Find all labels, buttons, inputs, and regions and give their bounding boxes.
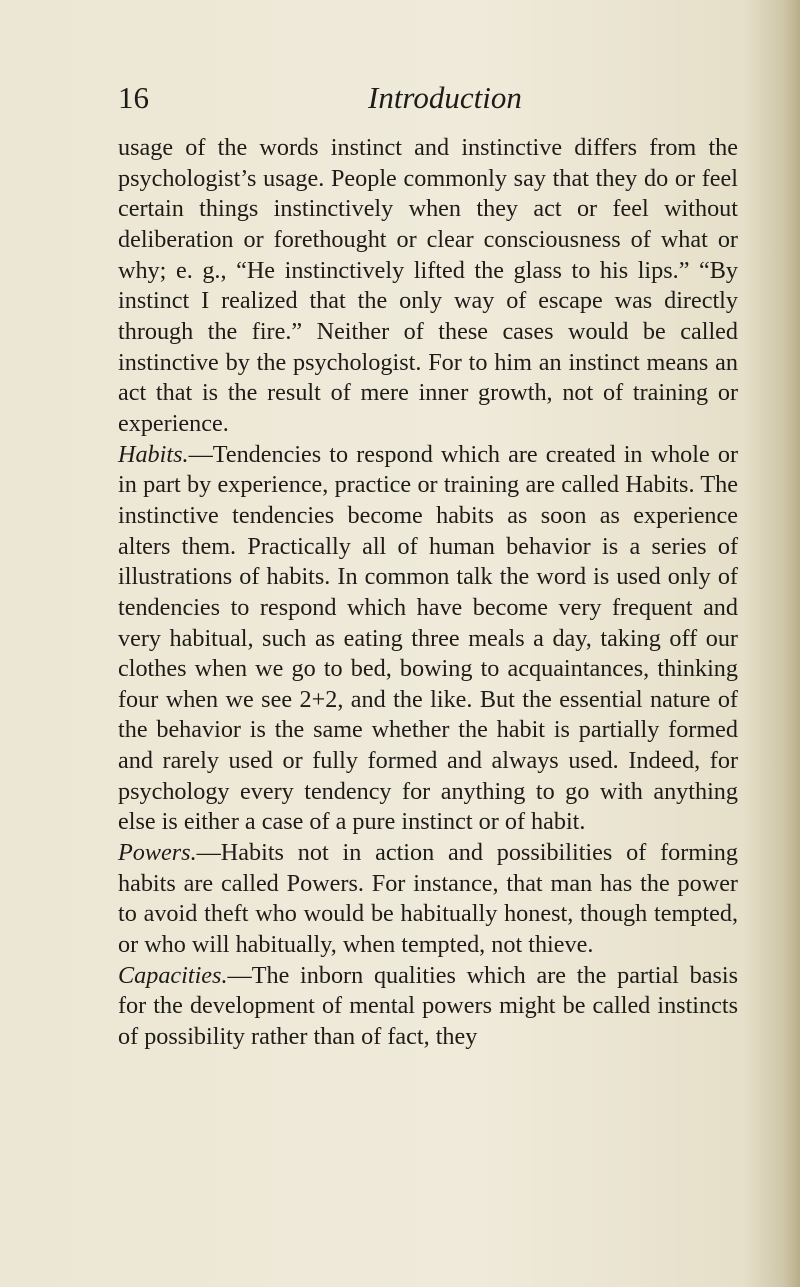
running-title: Introduction [368, 80, 522, 115]
paragraph-capacities [118, 961, 738, 1053]
paragraph-powers [118, 838, 738, 961]
body-text [118, 133, 738, 1053]
term-capacities: Capacities. [118, 961, 228, 989]
page-number: 16 [118, 80, 149, 115]
paragraph-instinct-usage [118, 133, 738, 440]
term-habits: Habits. [118, 440, 189, 468]
paragraph-text: —Tendencies to respond which are created in whole or in part by experience, practice or training are called Habits. The instinctive tendencies become habits as soon as experience alters them. Practically all of human behavior is a series of illustrations of habits. In common talk the word is used only of tendencies to respond which have become very frequent and very habitual, such as eating three meals a day, taking off our clothes when we go to bed, bowing to acquaintances, thinking four when we see 2+2, and the like. But the essential nature of the behavior is the same whether the habit is partially formed and rarely used or fully formed and always used. Indeed, for psychology every tendency for anything to go with anything else is either a case of a pure instinct or of habit. [118, 440, 738, 836]
paragraph-text: —Habits not in action and possibilities of forming habits are called Powers. For instance, that man has the power to avoid theft who would be habitually honest, though tempted, or who will habitually, when tempted, not thieve. [118, 839, 738, 959]
paragraph-text: —The inborn qualities which are the partial basis for the development of mental powers might be called instincts of possibility rather than of fact, they [118, 961, 738, 1051]
paragraph-habits [118, 440, 738, 839]
paragraph-text: usage of the words instinct and instinctive differs from the psychologist’s usage. People commonly say that they do or feel certain things instinctively when they act or feel without deliberation or forethought or clear consciousness of what or why; e. g., “He instinctively lifted the glass to his lips.” “By instinct I realized that the only way of escape was directly through the fire.” Neither of these cases would be called instinctive by the psychologist. For to him an instinct means an act that is the result of mere inner growth, not of training or experience. [118, 134, 738, 437]
term-powers: Powers. [118, 839, 197, 867]
page-header [118, 78, 740, 118]
